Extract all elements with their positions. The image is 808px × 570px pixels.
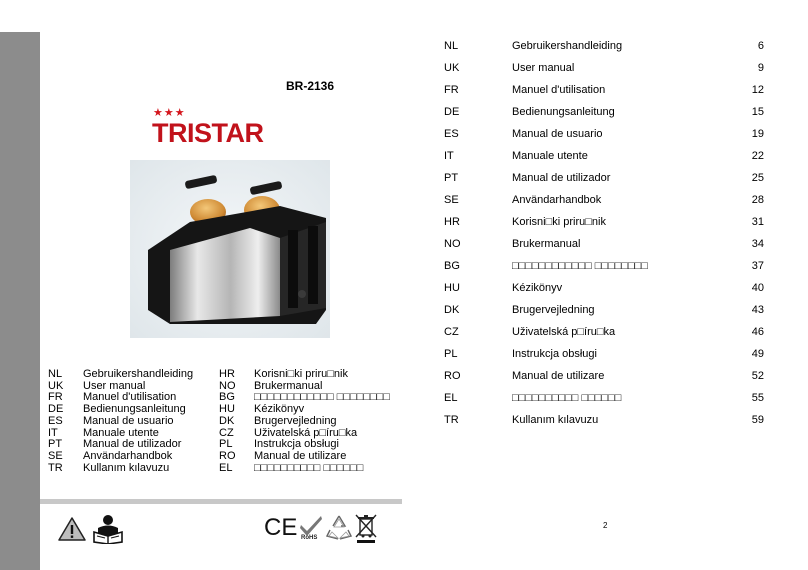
rohs-text: RoHS [301, 535, 318, 540]
ce-text: CE [264, 514, 297, 538]
list-item: RO Manual de utilizare [219, 449, 347, 462]
list-item: DE Bedienungsanleitung [48, 403, 186, 416]
toc-row[interactable]: UK User manual 9 [444, 62, 764, 74]
toc-row[interactable]: NO Brukermanual 34 [444, 238, 764, 250]
toc-row[interactable]: IT Manuale utente 22 [444, 150, 764, 162]
list-item: CZ Uživatelská p□íru□ka [219, 426, 358, 439]
table-of-contents [444, 40, 764, 436]
logo-text: TRISTAR [152, 118, 264, 148]
list-item: NL Gebruikershandleiding [48, 368, 194, 380]
toc-row[interactable]: DK Brugervejledning 43 [444, 304, 764, 316]
toc-row[interactable]: TR Kullanım kılavuzu 59 [444, 414, 764, 426]
toc-row[interactable]: SE Användarhandbok 28 [444, 194, 764, 206]
toc-row[interactable]: DE Bedienungsanleitung 15 [444, 106, 764, 118]
toc-row[interactable]: HR Korisni□ki priru□nik 31 [444, 216, 764, 228]
toaster-image [130, 160, 330, 338]
language-list-left [48, 369, 193, 474]
rohs-icon [298, 514, 324, 540]
side-bar [0, 32, 40, 570]
language-list-right [219, 369, 390, 474]
logo-stars: ★★★ [153, 107, 186, 119]
tristar-logo [152, 108, 286, 148]
toc-row[interactable]: CZ Uživatelská p□íru□ka 46 [444, 326, 764, 338]
list-item: NO Brukermanual [219, 379, 323, 392]
toc-row[interactable]: RO Manual de utilizare 52 [444, 370, 764, 382]
list-item: SE Användarhandbok [48, 449, 173, 462]
divider [40, 499, 402, 504]
toc-row[interactable]: PT Manual de utilizador 25 [444, 172, 764, 184]
toc-row[interactable]: ES Manual de usuario 19 [444, 128, 764, 140]
model-number: BR-2136 [286, 79, 335, 93]
warning-icon [58, 516, 86, 542]
toc-row[interactable]: NL Gebruikershandleiding 6 [444, 40, 764, 52]
list-item: PL Instrukcja obsługi [219, 438, 339, 451]
read-manual-icon [92, 514, 124, 544]
toc-row[interactable]: BG □□□□□□□□□□□□ □□□□□□□□ 37 [444, 260, 764, 272]
recycle-icon [326, 514, 352, 542]
list-item: FR Manuel d'utilisation [48, 391, 177, 404]
toc-row[interactable]: FR Manuel d'utilisation 12 [444, 84, 764, 96]
list-item: HR Korisni□ki priru□nik [219, 368, 348, 380]
list-item: TR Kullanım kılavuzu [48, 461, 170, 474]
list-item: DK Brugervejledning [219, 414, 337, 427]
page-number: 2 [603, 521, 608, 530]
toc-row[interactable]: EL □□□□□□□□□□ □□□□□□ 55 [444, 392, 764, 404]
list-item: UK User manual [48, 379, 146, 392]
list-item: HU Kézikönyv [219, 403, 305, 416]
list-item: BG □□□□□□□□□□□□ □□□□□□□□ [219, 391, 390, 404]
list-item: PT Manual de utilizador [48, 438, 182, 451]
ce-mark [263, 514, 297, 538]
list-item: EL □□□□□□□□□□ □□□□□□ [219, 461, 364, 474]
toc-row[interactable]: PL Instrukcja obsługi 49 [444, 348, 764, 360]
toc-row[interactable]: HU Kézikönyv 40 [444, 282, 764, 294]
list-item: ES Manual de usuario [48, 414, 174, 427]
list-item: IT Manuale utente [48, 426, 159, 439]
weee-bin-icon [354, 513, 378, 543]
